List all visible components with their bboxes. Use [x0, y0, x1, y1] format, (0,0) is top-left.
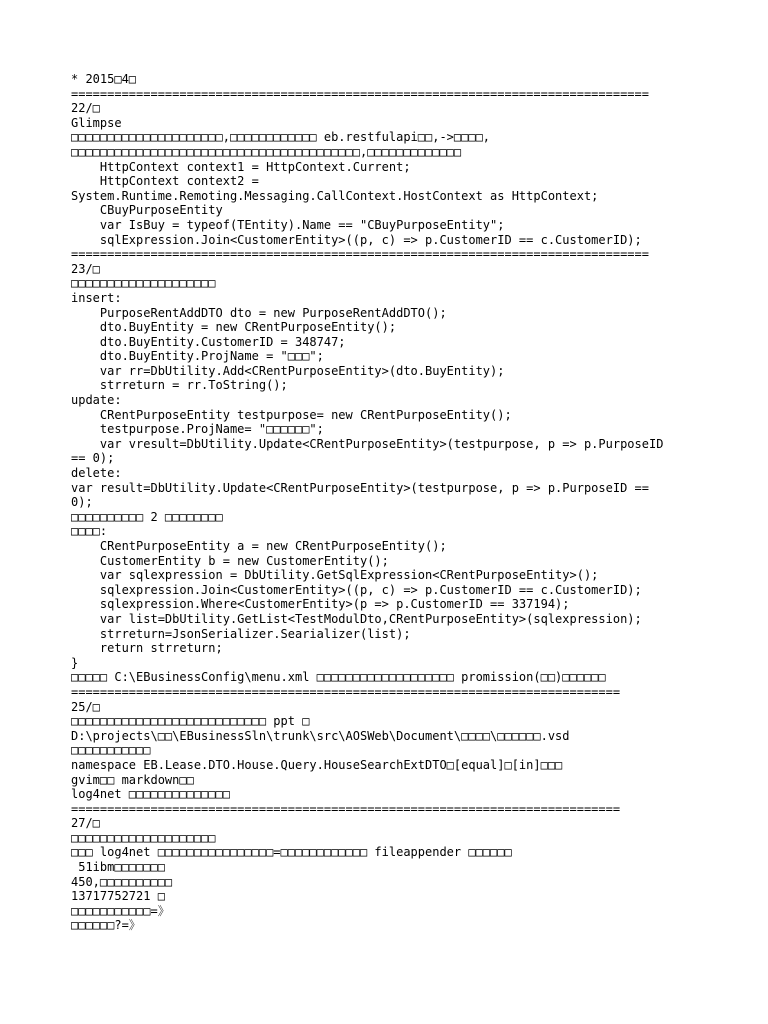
text-line: □□□□:	[71, 524, 108, 539]
text-line: □□□□□□□□□□□□□□□□□□□□	[71, 276, 216, 291]
text-line: var rr=DbUtility.Add<CRentPurposeEntity>(dto.BuyEntity);	[71, 363, 505, 378]
text-line: D:\projects\□□\EBusinessSln\trunk\src\AOSWeb\Document\□□□□\□□□□□□.vsd	[71, 728, 570, 743]
text-line: □□□□□□□□□□□=》	[71, 903, 170, 918]
text-line: HttpContext context1 = HttpContext.Current;	[71, 159, 411, 174]
text-line: strreturn = rr.ToString();	[71, 378, 288, 393]
text-line: ============================================================================	[71, 684, 621, 699]
text-line: }	[71, 655, 79, 670]
text-line: var result=DbUtility.Update<CRentPurposeEntity>(testpurpose, p => p.PurposeID ==	[71, 480, 649, 495]
text-line: 450,□□□□□□□□□□	[71, 874, 173, 889]
text-line: 27/□	[71, 816, 100, 831]
text-line: dto.BuyEntity.CustomerID = 348747;	[71, 334, 346, 349]
text-line: CRentPurposeEntity testpurpose= new CRentPurposeEntity();	[71, 407, 512, 422]
text-line: namespace EB.Lease.DTO.House.Query.HouseSearchExtDTO□[equal]□[in]□□□	[71, 757, 563, 772]
text-line: □□□□□ C:\EBusinessConfig\menu.xml □□□□□□□□□□□□□□□□□□□ promission(□□)□□□□□□	[71, 670, 606, 685]
text-line: □□□□□□□□□□□□□□□□□□□□□,□□□□□□□□□□□□ eb.restfulapi□□,->□□□□,	[71, 130, 491, 145]
text-line: PurposeRentAddDTO dto = new PurposeRentAddDTO();	[71, 305, 447, 320]
text-line: □□□□□□□□□□□□□□□□□□□□	[71, 830, 216, 845]
text-line: 23/□	[71, 261, 100, 276]
text-line: 0);	[71, 495, 93, 510]
text-line: □□□□□□□□□□ 2 □□□□□□□□	[71, 509, 223, 524]
text-line: dto.BuyEntity = new CRentPurposeEntity();	[71, 320, 397, 335]
text-line: □□□ log4net □□□□□□□□□□□□□□□□=□□□□□□□□□□□□ fileappender □□□□□□	[71, 845, 512, 860]
text-line: ================================================================================	[71, 247, 649, 262]
text-line: gvim□□ markdown□□	[71, 772, 194, 787]
text-line: 22/□	[71, 101, 100, 116]
text-line: ================================================================================	[71, 86, 649, 101]
text-line: strreturn=JsonSerializer.Searializer(list);	[71, 626, 411, 641]
text-line: dto.BuyEntity.ProjName = "□□□";	[71, 349, 324, 364]
text-line: sqlExpression.Join<CustomerEntity>((p, c) => p.CustomerID == c.CustomerID);	[71, 232, 642, 247]
document-body	[71, 72, 761, 933]
text-line: var list=DbUtility.GetList<TestModulDto,CRentPurposeEntity>(sqlexpression);	[71, 611, 642, 626]
text-line: Glimpse	[71, 115, 122, 130]
text-line: □□□□□□□□□□□□□□□□□□□□□□□□□□□ ppt □	[71, 714, 310, 729]
text-line: CBuyPurposeEntity	[71, 203, 223, 218]
text-line: insert:	[71, 290, 122, 305]
text-line: return strreturn;	[71, 641, 223, 656]
text-line: update:	[71, 393, 122, 408]
text-line: System.Runtime.Remoting.Messaging.CallContext.HostContext as HttpContext;	[71, 188, 599, 203]
text-line: □□□□□□□□□□□	[71, 743, 151, 758]
text-line: == 0);	[71, 451, 115, 466]
text-line: delete:	[71, 466, 122, 481]
text-line: log4net □□□□□□□□□□□□□□	[71, 787, 230, 802]
text-line: ============================================================================	[71, 801, 621, 816]
text-line: var IsBuy = typeof(TEntity).Name == "CBuyPurposeEntity";	[71, 217, 505, 232]
text-line: CRentPurposeEntity a = new CRentPurposeEntity();	[71, 539, 447, 553]
text-line: testpurpose.ProjName= "□□□□□□";	[71, 422, 324, 437]
text-line: 51ibm□□□□□□□	[71, 860, 165, 875]
text-line: HttpContext context2 =	[71, 174, 259, 189]
text-line: □□□□□□□□□□□□□□□□□□□□□□□□□□□□□□□□□□□□□□□□,□□□□□□□□□□□□□	[71, 144, 462, 159]
text-line: var vresult=DbUtility.Update<CRentPurposeEntity>(testpurpose, p => p.PurposeID	[71, 436, 664, 451]
text-line: □□□□□□?=》	[71, 918, 141, 933]
text-line: CustomerEntity b = new CustomerEntity();	[71, 553, 389, 568]
text-line: sqlexpression.Join<CustomerEntity>((p, c) => p.CustomerID == c.CustomerID);	[71, 582, 642, 597]
text-line: var sqlexpression = DbUtility.GetSqlExpression<CRentPurposeEntity>();	[71, 568, 599, 583]
text-line: * 2015□4□	[71, 72, 137, 86]
text-line: sqlexpression.Where<CustomerEntity>(p => p.CustomerID == 337194);	[71, 597, 570, 612]
text-line: 13717752721 □	[71, 889, 165, 904]
text-line: 25/□	[71, 699, 100, 714]
